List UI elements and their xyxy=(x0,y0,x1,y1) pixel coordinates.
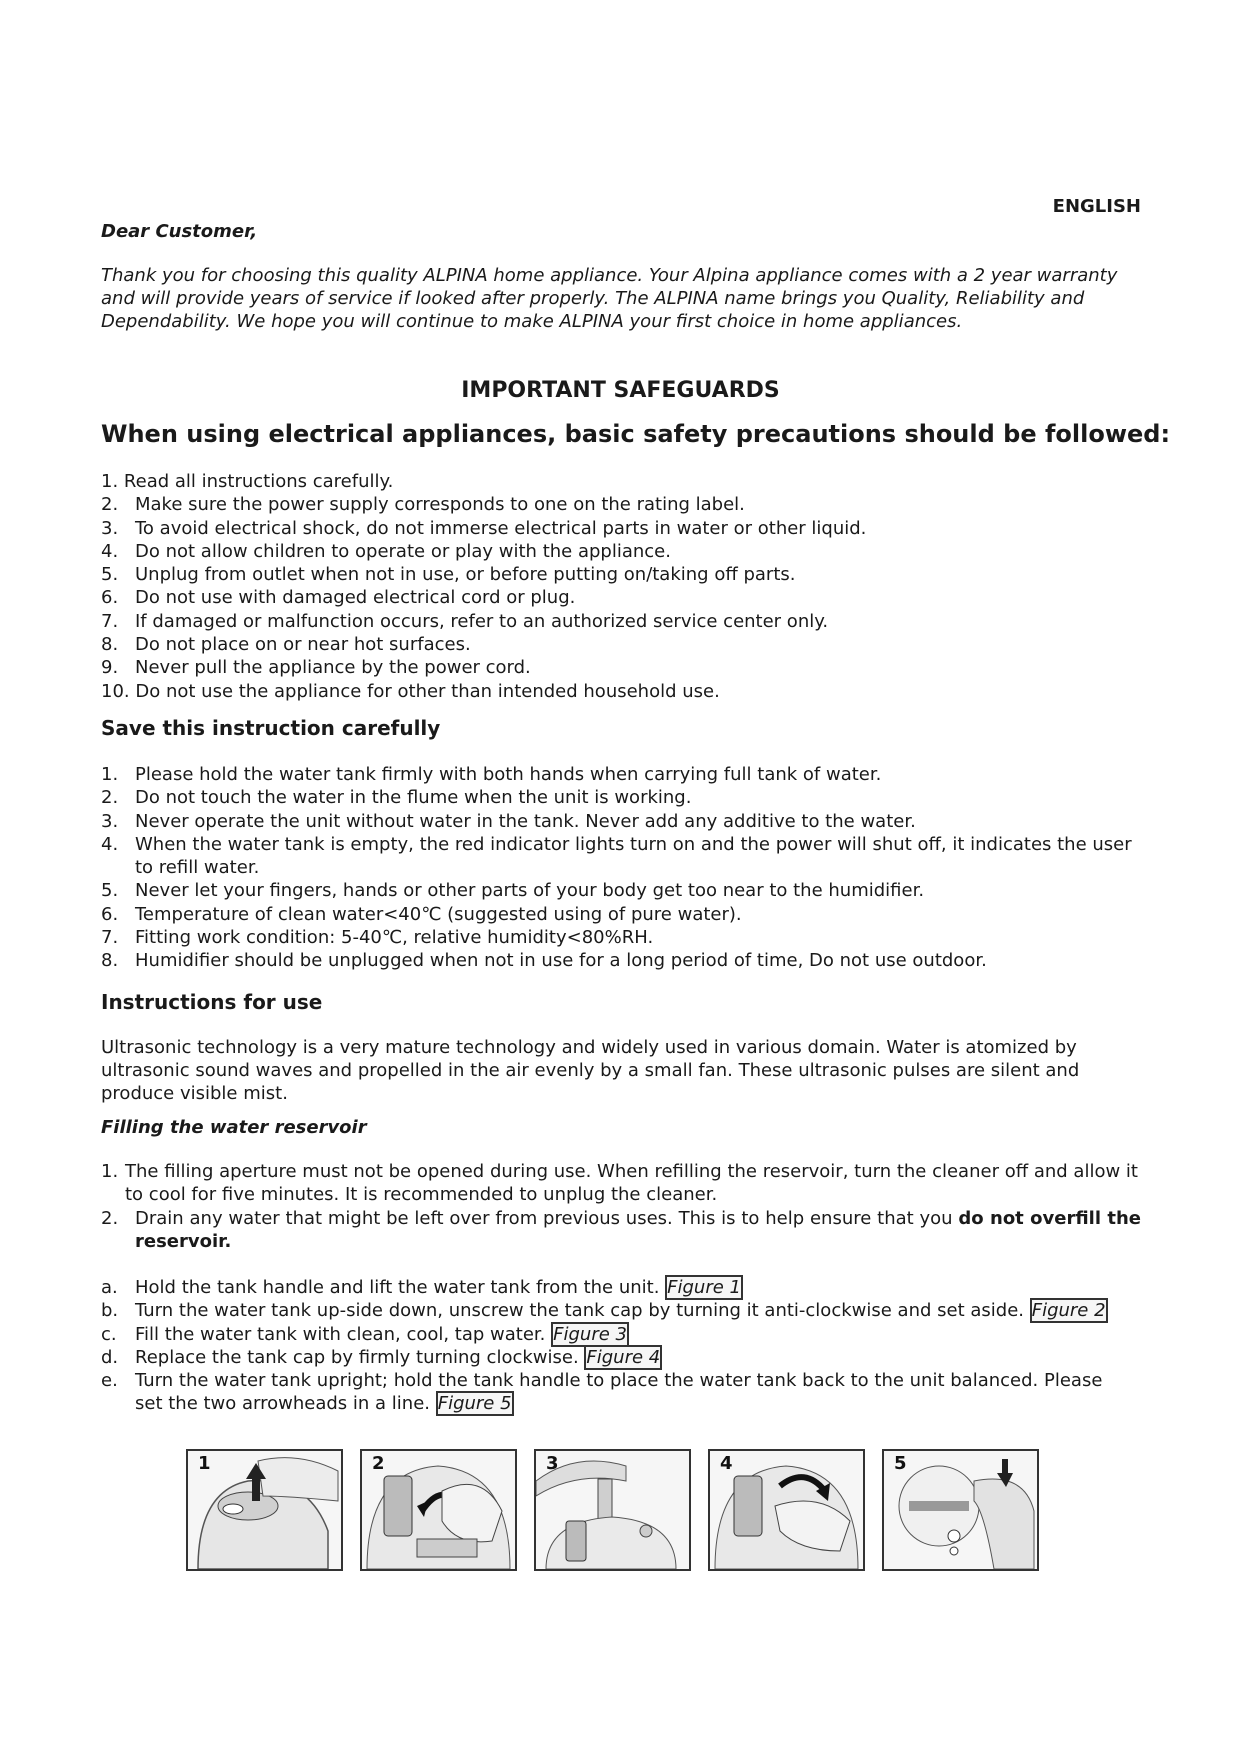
list-item: 8. Do not place on or near hot surfaces. xyxy=(101,634,471,656)
figure-number: 5 xyxy=(894,1453,907,1474)
figure-2 xyxy=(360,1449,517,1571)
list-item: 2. Make sure the power supply corresponds to one on the rating label. xyxy=(101,494,745,516)
fill-list xyxy=(101,1160,1141,1253)
list-item: 7. Fitting work condition: 5-40℃, relative humidity<80%RH. xyxy=(101,927,654,949)
list-item: 1. Read all instructions carefully. xyxy=(101,471,394,492)
fill-tank-illustration xyxy=(536,1451,689,1569)
replace-cap-illustration xyxy=(710,1451,863,1569)
figure-number: 4 xyxy=(720,1453,733,1474)
intro-paragraph: Thank you for choosing this quality ALPINA home appliance. Your Alpina appliance comes with a 2 year warranty and will provide years of service if looked after properly. The ALPINA name brings you Quality, Reliability and Dependability. We hope you will continue to make ALPINA your first choice in home appliances. xyxy=(101,265,1118,332)
list-item: 7. If damaged or malfunction occurs, refer to an authorized service center only. xyxy=(101,610,829,632)
steps-list xyxy=(101,1276,1111,1416)
list-item: 8. Humidifier should be unplugged when not in use for a long period of time, Do not use outdoor. xyxy=(101,950,987,972)
figure-number: 2 xyxy=(372,1453,385,1474)
list-item: 9. Never pull the appliance by the power cord. xyxy=(101,657,531,679)
list-item: 2. Drain any water that might be left over from previous uses. This is to help ensure that you do not overfill the reservoir. xyxy=(101,1207,1141,1252)
list-item: 5. Unplug from outlet when not in use, or before putting on/taking off parts. xyxy=(101,564,796,586)
list-item: 3. Never operate the unit without water in the tank. Never add any additive to the water. xyxy=(101,810,916,832)
figure-3 xyxy=(534,1449,691,1571)
list-item: 3. To avoid electrical shock, do not immerse electrical parts in water or other liquid. xyxy=(101,517,867,539)
figure-5 xyxy=(882,1449,1039,1571)
list-item: 1. Please hold the water tank firmly with both hands when carrying full tank of water. xyxy=(101,764,882,785)
precautions-list xyxy=(101,470,1141,703)
list-item: 2. Do not touch the water in the flume when the unit is working. xyxy=(101,787,692,809)
list-item: d. Replace the tank cap by firmly turning clockwise. Figure 4 xyxy=(101,1346,661,1368)
list-item: 4. Do not allow children to operate or play with the appliance. xyxy=(101,540,671,562)
use-paragraph: Ultrasonic technology is a very mature technology and widely used in various domain. Water is atomized by ultrasonic sound waves and propelled in the air evenly by a small fan. These ultrasonic pulses are silent and produce visible mist. xyxy=(101,1037,1080,1104)
list-item: c. Fill the water tank with clean, cool, tap water. Figure 3 xyxy=(101,1323,627,1345)
greeting: Dear Customer, xyxy=(101,221,258,242)
list-item: 1. The filling aperture must not be opened during use. When refilling the reservoir, turn the cleaner off and allow it to cool for five minutes. It is recommended to unplug the cleaner. xyxy=(101,1161,1138,1206)
figure-number: 3 xyxy=(546,1453,559,1474)
list-item: 5. Never let your fingers, hands or other parts of your body get too near to the humidifier. xyxy=(101,880,925,902)
unscrew-cap-illustration xyxy=(362,1451,515,1569)
precautions-heading: When using electrical appliances, basic safety precautions should be followed: xyxy=(101,420,1171,448)
list-item: e. Turn the water tank upright; hold the tank handle to place the water tank back to the unit balanced. Please set the two arrowheads in a line. Figure 5 xyxy=(101,1370,1103,1415)
figure-strip xyxy=(186,1449,1039,1571)
lift-tank-illustration xyxy=(188,1451,341,1569)
list-item: a. Hold the tank handle and lift the water tank from the unit. Figure 1 xyxy=(101,1277,741,1298)
save-heading: Save this instruction carefully xyxy=(101,716,441,740)
list-item: 4. When the water tank is empty, the red indicator lights turn on and the power will shut off, it indicates the user to refill water. xyxy=(101,833,1132,879)
list-item: 6. Temperature of clean water<40℃ (suggested using of pure water). xyxy=(101,903,742,925)
language-label: ENGLISH xyxy=(1052,196,1141,217)
fill-heading: Filling the water reservoir xyxy=(101,1117,367,1138)
safeguards-heading: IMPORTANT SAFEGUARDS xyxy=(461,378,780,403)
figure-number: 1 xyxy=(198,1453,211,1474)
list-item: b. Turn the water tank up-side down, unscrew the tank cap by turning it anti-clockwise and set aside. Figure 2 xyxy=(101,1300,1106,1322)
list-item: 6. Do not use with damaged electrical cord or plug. xyxy=(101,587,576,609)
place-tank-illustration xyxy=(884,1451,1037,1569)
list-item: 10. Do not use the appliance for other than intended household use. xyxy=(101,680,720,702)
figure-1 xyxy=(186,1449,343,1571)
use-heading: Instructions for use xyxy=(101,990,323,1014)
figure-4 xyxy=(708,1449,865,1571)
save-list xyxy=(101,763,1141,973)
